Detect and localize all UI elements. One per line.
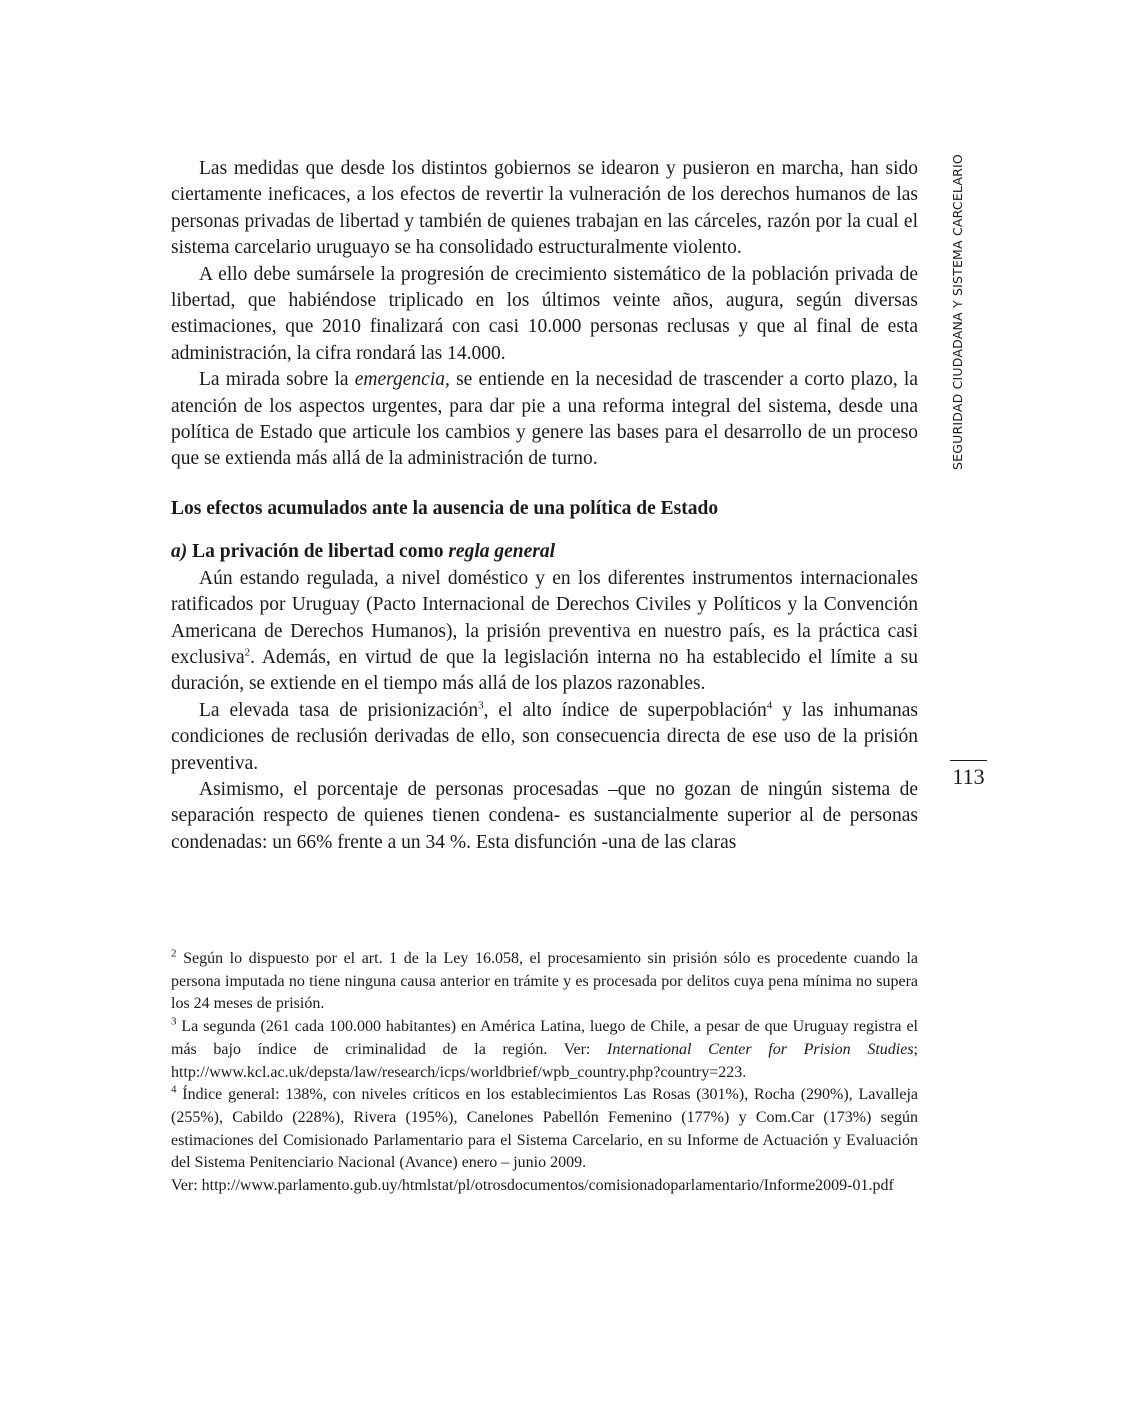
footnote-4-text: Índice general: 138%, con niveles críticos en los establecimientos Las Rosas (301%), Rocha (290%), Lavalleja (255%), Cabildo (228%), Rivera (195%), Canelones Pabellón Femenino (177%) y Com.Car (173%) según estimaciones del Comisionado Parlamentario para el Sistema Carcelario, en su Informe de Actuación y Evaluación del Sistema Penitenciario Nacional (Avance) enero – junio 2009. [171, 1086, 918, 1172]
paragraph-tasa-part1: La elevada tasa de prisionización [199, 699, 479, 721]
page-number: 113 [952, 764, 985, 789]
footnote-2-number: 2 [171, 947, 177, 960]
paragraph-tasa-part2: , el alto índice de superpoblación [483, 699, 767, 721]
footnotes [171, 948, 918, 1198]
subsection-text: La privación de libertad como [187, 541, 449, 563]
page-number-rule [950, 760, 987, 761]
paragraph-medidas: Las medidas que desde los distintos gobiernos se idearon y pusieron en marcha, han sido ciertamente ineficaces, a los efectos de revertir la vulneración de los derechos humanos de las personas privadas de libertad y también de quienes trabajan en las cárceles, razón por la cual el sistema carcelario uruguayo se ha consolidado estructuralmente violento. [171, 158, 918, 259]
paragraph-preventiva-before: Aún estando regulada, a nivel doméstico y en los diferentes instrumentos internacionales ratificados por Uruguay (Pacto Internacional de Derechos Civiles y Políticos y la Convención Americana de Derechos Humanos), la prisión preventiva en nuestro país, es la práctica casi exclusiva [171, 567, 918, 668]
paragraph-progresion: A ello debe sumársele la progresión de crecimiento sistemático de la población privada de libertad, que habiéndose triplicado en los últimos veinte años, augura, según diversas estimaciones, que 2010 finalizará con casi 10.000 personas reclusas y que al final de esta administración, la cifra rondará las 14.000. [171, 263, 918, 364]
footnote-3-after[interactable]: ; http://www.kcl.ac.uk/depsta/law/research/icps/worldbrief/wpb_country.php?country=223. [171, 1040, 918, 1081]
paragraph-preventiva [171, 566, 918, 698]
paragraph-emergencia-before: La mirada sobre la [199, 369, 355, 391]
paragraph-tasa-part3: y las inhumanas condiciones de reclusión derivadas de ello, son consecuencia directa de ese uso de la prisión preventiva. [171, 699, 919, 774]
paragraph-asimismo: Asimismo, el porcentaje de personas procesadas –que no gozan de ningún sistema de separación respecto de quienes tienen condena- es sustancialmente superior al de personas condenadas: un 66% frente a un 34 %. Esta disfunción -una de las claras [171, 778, 918, 853]
paragraph-preventiva-after: . Además, en virtud de que la legislación interna no ha establecido el límite a su duración, se extiende en el tiempo más allá de los plazos razonables. [171, 646, 918, 695]
paragraph-tasa [171, 698, 918, 777]
footnote-4-url[interactable]: Ver: http://www.parlamento.gub.uy/htmlstat/pl/otrosdocumentos/comisionadoparlamentario/Informe2009-01.pdf [171, 1177, 894, 1195]
paragraph-emergencia-after: se entiende en la necesidad de trascender a corto plazo, la atención de los aspectos urgentes, para dar pie a una reforma integral del sistema, desde una política de Estado que articule los cambios y genere las bases para el desarrollo de un proceso que se extienda más allá de la administración de turno. [171, 369, 918, 470]
subsection-marker: a) [171, 541, 188, 563]
body-text [171, 156, 918, 856]
footnote-3-before: La segunda (261 cada 100.000 habitantes) en América Latina, luego de Chile, a pesar de que Uruguay registra el más bajo índice de criminalidad de la región. Ver: [171, 1018, 918, 1058]
emphasis-emergencia: emergencia, [354, 369, 450, 391]
subsection-heading [171, 539, 918, 565]
section-heading: Los efectos acumulados ante la ausencia de una política de Estado [171, 497, 719, 519]
footnote-ref-4[interactable]: 4 [766, 699, 773, 712]
footnote-ref-2[interactable]: 2 [244, 646, 251, 659]
subsection-emphasis: regla general [448, 541, 556, 563]
running-header: SEGURIDAD CIUDADANA Y SISTEMA CARCELARIO [950, 154, 965, 470]
footnote-2 [171, 948, 918, 1016]
footnote-4-number: 4 [171, 1083, 177, 1096]
footnote-2-text: Según lo dispuesto por el art. 1 de la Ley 16.058, el procesamiento sin prisión sólo es procedente cuando la persona imputada no tiene ninguna causa anterior en trámite y es procesada por delitos cuya pena mínima no supera los 24 meses de prisión. [171, 950, 918, 1013]
footnote-ref-3[interactable]: 3 [478, 699, 484, 712]
paragraph-emergencia [171, 367, 918, 473]
footnote-3 [171, 1016, 918, 1084]
footnote-3-emphasis: International Center for Prision Studies [607, 1040, 914, 1058]
footnote-3-number: 3 [171, 1015, 177, 1028]
footnote-4 [171, 1084, 918, 1175]
